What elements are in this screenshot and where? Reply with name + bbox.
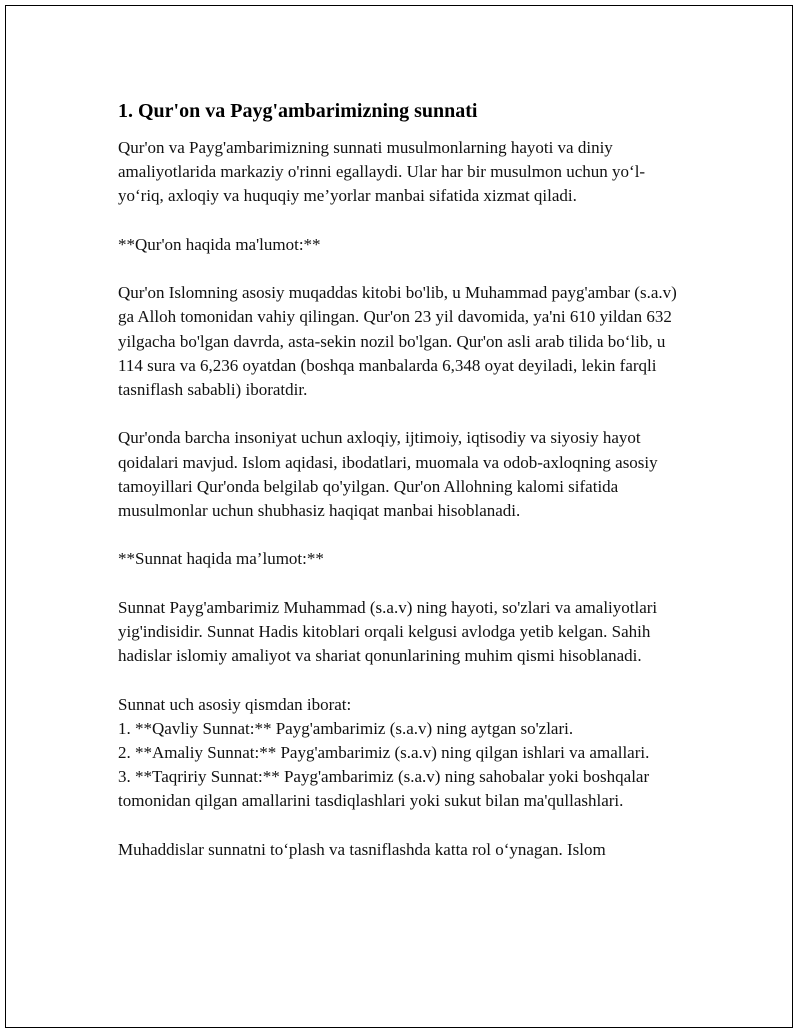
sunnat-list [118,717,688,814]
intro-paragraph: Qur'on va Payg'ambarimizning sunnati musulmonlarning hayoti va diniy amaliyotlarida markaziy o'rinni egallaydi. Ular har bir musulmon uchun yo‘l-yo‘riq, axloqiy va huquqiy me’yorlar manbai sifatida xizmat qiladi. [118,138,646,206]
paragraph-gap [118,668,688,692]
sunnat-list-intro: Sunnat uch asosiy qismdan iborat: [118,694,352,714]
list-item: 3. **Taqririy Sunnat:** Payg'ambarimiz (s.a.v) ning sahobalar yoki boshqalar tomonidan qilgan amallarini tasdiqlashlari yoki sukut bilan ma'qullashlari. [118,767,650,811]
quran-paragraph-2: Qur'onda barcha insoniyat uchun axloqiy, ijtimoiy, iqtisodiy va siyosiy hayot qoidalari mavjud. Islom aqidasi, ibodatlari, muomala va odob-axloqning asosiy tamoyillari Qur'onda belgilab qo'yilgan. Qur'on Allohning kalomi sifatida musulmonlar uchun shubhasiz haqiqat manbai hisoblanadi. [118,428,658,520]
sunnat-heading: **Sunnat haqida ma’lumot:** [118,549,324,569]
closing-paragraph: Muhaddislar sunnatni to‘plash va tasniflashda katta rol o‘ynagan. Islom [118,839,606,859]
document-body [118,98,688,862]
sunnat-paragraph-1: Sunnat Payg'ambarimiz Muhammad (s.a.v) ning hayoti, so'zlari va amaliyotlari yig'indisidir. Sunnat Hadis kitoblari orqali kelgusi avlodga yetib kelgan. Sahih hadislar islomiy amaliyot va shariat qonunlarining muhim qismi hisoblanadi. [118,597,658,666]
quran-paragraph-1: Qur'on Islomning asosiy muqaddas kitobi bo'lib, u Muhammad payg'ambar (s.a.v) ga Alloh tomonidan vahiy qilingan. Qur'on 23 yil davomida, ya'ni 610 yildan 632 yilgacha bo'lgan davrda, asta-sekin nozil bo'lgan. Qur'on asli arab tilida bo‘lib, u 114 sura va 6,236 oyatdan (boshqa manbalarda 6,348 oyat deyiladi, lekin farqli tasniflash sababli) iboratdir. [118,283,677,399]
list-item: 2. **Amaliy Sunnat:** Payg'ambarimiz (s.a.v) ning qilgan ishlari va amallari. [118,742,650,762]
quran-heading: **Qur'on haqida ma'lumot:** [118,234,321,254]
paragraph-gap [118,257,688,281]
paragraph-gap [118,523,688,547]
paragraph-gap [118,572,688,596]
paragraph-gap [118,209,688,233]
paragraph-gap [118,402,688,426]
list-item: 1. **Qavliy Sunnat:** Payg'ambarimiz (s.a.v) ning aytgan so'zlari. [118,718,574,738]
paragraph-gap [118,814,688,838]
page-title: 1. Qur'on va Payg'ambarimizning sunnati [118,100,478,122]
document-page [5,5,793,1028]
